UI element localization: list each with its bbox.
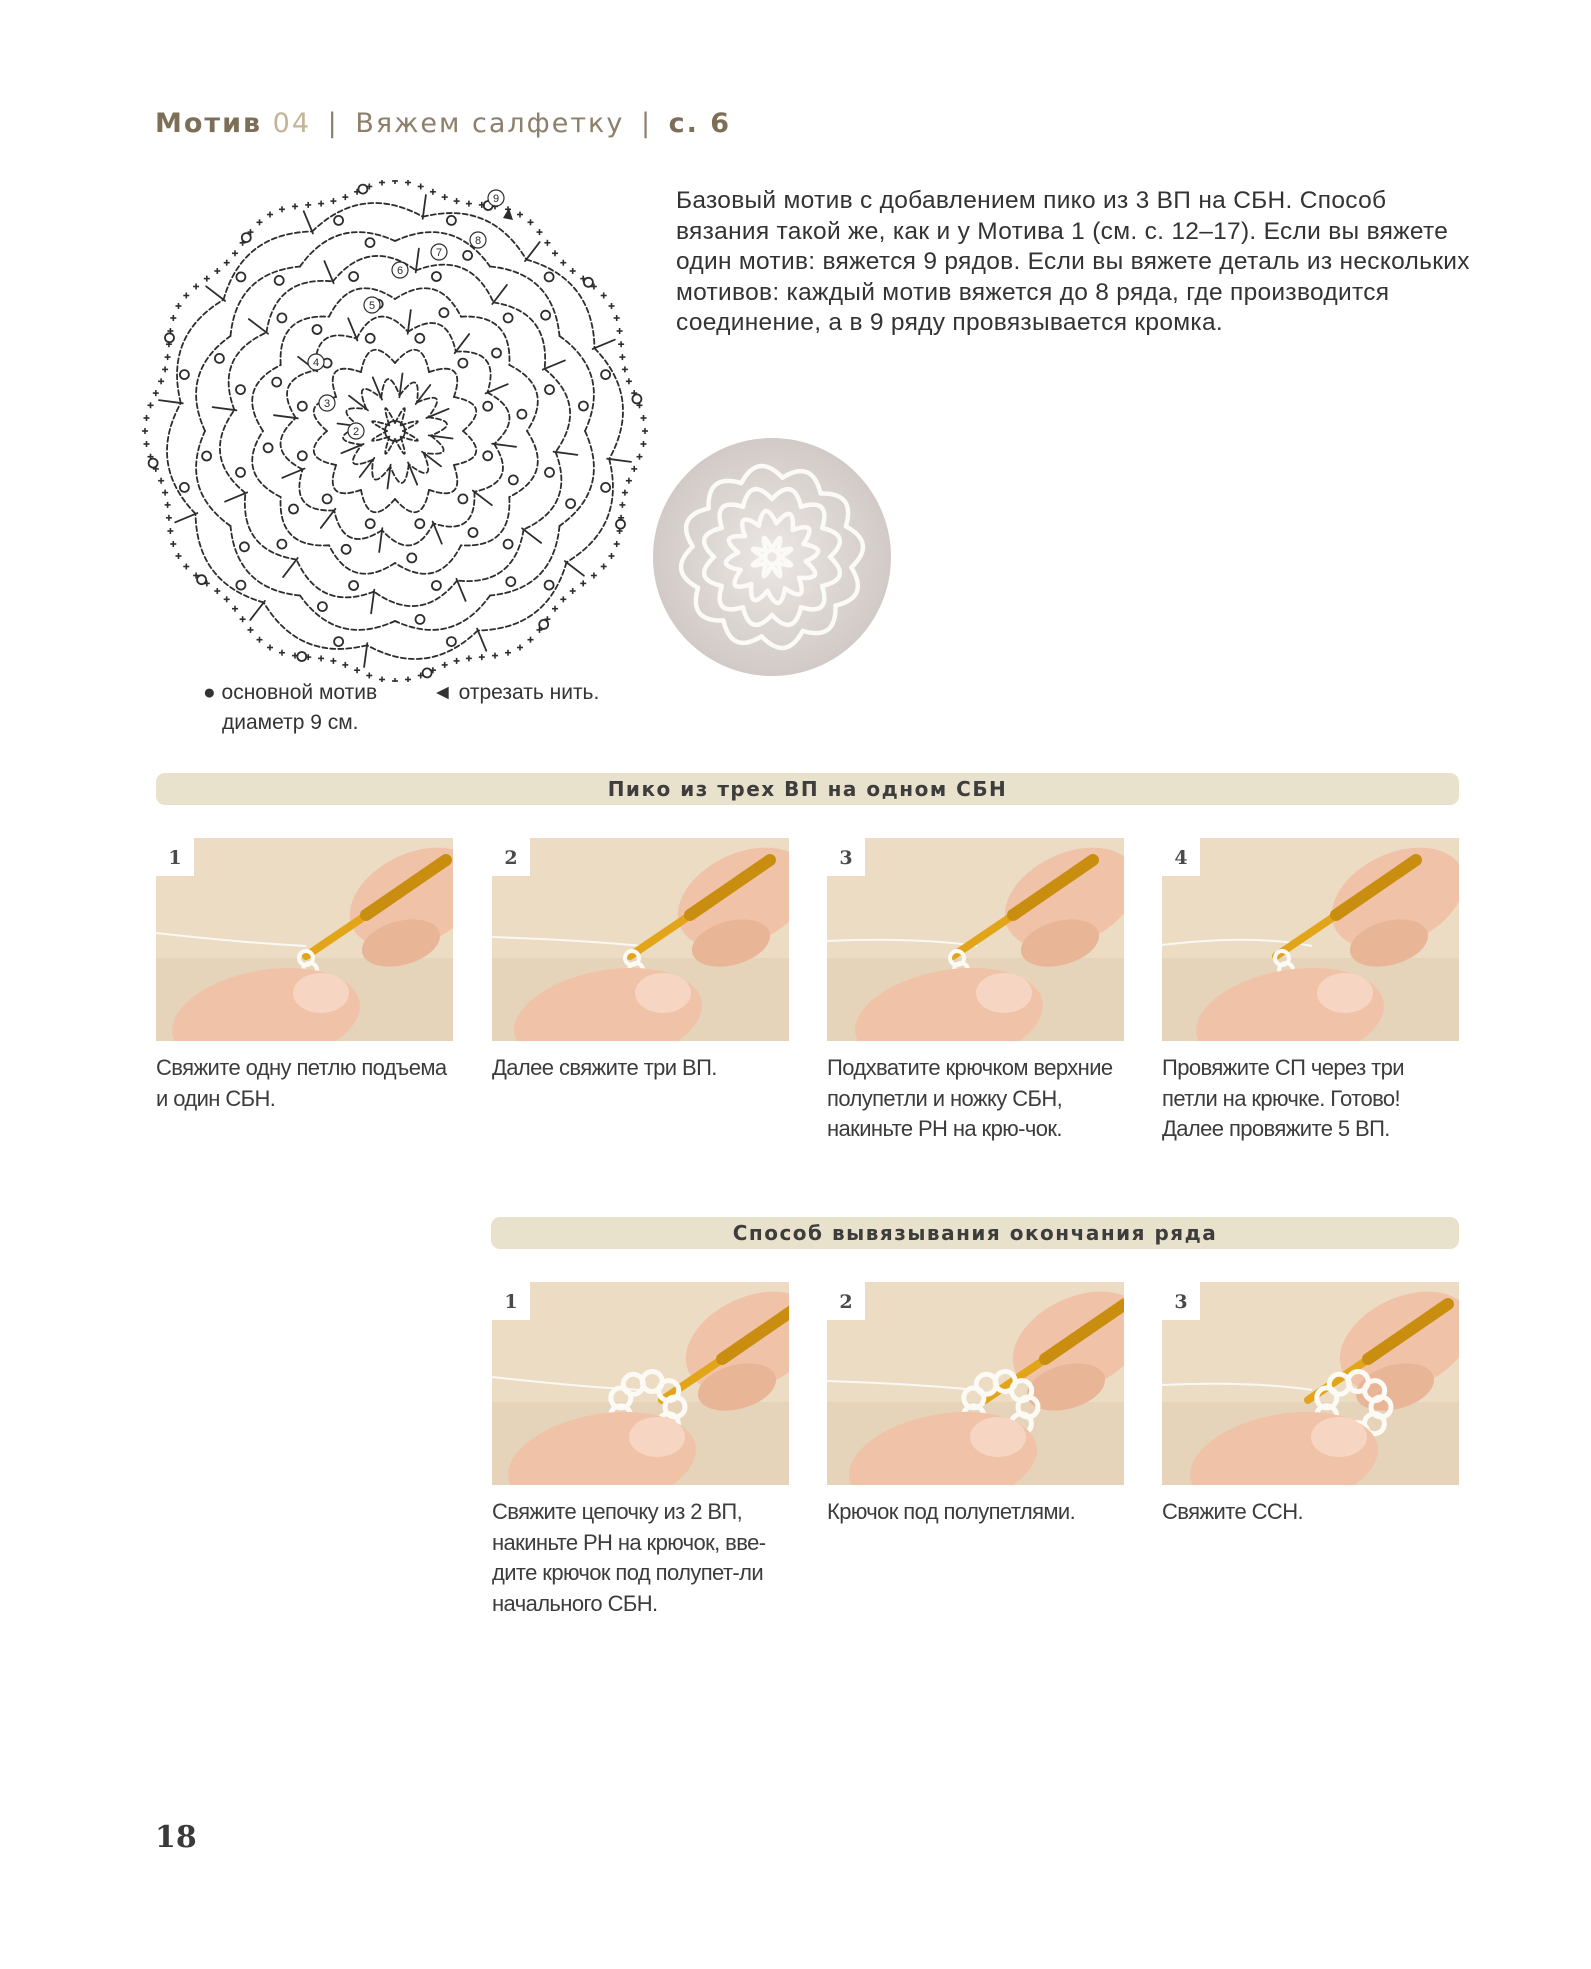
motif-photo xyxy=(652,437,892,677)
legend-basic-motif-label: основной мотив xyxy=(221,681,378,704)
step-caption-2-3: Свяжите ССН. xyxy=(1162,1499,1303,1524)
step-number: 2 xyxy=(492,838,530,876)
legend-cut-thread-label: отрезать нить. xyxy=(458,681,600,704)
legend-basic-motif xyxy=(203,681,377,705)
step-photo-2-3 xyxy=(1162,1282,1459,1485)
header-separator-2: | xyxy=(640,108,653,139)
step-photo-svg xyxy=(827,838,1124,1041)
row-number-label: 5 xyxy=(368,300,376,312)
header-separator-1: | xyxy=(327,108,339,139)
step-number: 1 xyxy=(492,1282,530,1320)
step-photo-1-2 xyxy=(492,838,789,1041)
legend-cut-thread xyxy=(432,681,599,705)
step-caption-2-2: Крючок под полупетлями. xyxy=(827,1499,1076,1524)
step-number: 2 xyxy=(827,1282,865,1320)
step-photo-svg xyxy=(492,1282,789,1485)
crochet-chart xyxy=(140,180,650,682)
step-photo-svg xyxy=(1162,838,1459,1041)
step-photo-2-2 xyxy=(827,1282,1124,1485)
arrow-left-icon: ◄ xyxy=(432,681,453,704)
legend-diameter: диаметр 9 см. xyxy=(222,711,359,734)
step-photo-svg xyxy=(492,838,789,1041)
step-caption-1-2: Далее свяжите три ВП. xyxy=(492,1055,717,1080)
step-photo-1-1 xyxy=(156,838,453,1041)
header-number: 04 xyxy=(272,108,312,139)
row-number-label: 6 xyxy=(396,265,404,277)
section-title-row-end: Способ вывязывания окончания ряда xyxy=(491,1217,1459,1249)
row-number-label: 2 xyxy=(352,426,360,438)
chart-stitches xyxy=(149,185,642,678)
step-photo-1-4 xyxy=(1162,838,1459,1041)
cut-thread-arrow-icon xyxy=(503,208,513,220)
step-caption-1-4: Провяжите СП через три петли на крючке. Готово! Далее провяжите 5 ВП. xyxy=(1162,1055,1404,1141)
step-number: 4 xyxy=(1162,838,1200,876)
step-photo-svg xyxy=(827,1282,1124,1485)
step-number: 3 xyxy=(1162,1282,1200,1320)
row-number-label: 7 xyxy=(435,247,443,259)
step-caption-1-1: Свяжите одну петлю подъема и один СБН. xyxy=(156,1055,447,1111)
row-number-label: 9 xyxy=(492,193,500,205)
row-number-label: 4 xyxy=(312,357,320,369)
bullet-icon: ● xyxy=(203,681,216,704)
step-caption-1-3: Подхватите крючком верхние полупетли и ножку СБН, накиньте РН на крю-чок. xyxy=(827,1055,1113,1141)
header-word: Мотив xyxy=(155,108,263,139)
step-photo-svg xyxy=(1162,1282,1459,1485)
section-title-picot: Пико из трех ВП на одном СБН xyxy=(156,773,1459,805)
crochet-chart-svg xyxy=(140,180,650,682)
step-number: 1 xyxy=(156,838,194,876)
intro-paragraph: Базовый мотив с добавлением пико из 3 ВП на СБН. Способ вязания такой же, как и у Мотива 1 (см. с. 12–17). Если вы вяжете один мотив: вяжется 9 рядов. Если вы вяжете деталь из нескольких мотивов: каждый мотив вяжется до 8 ряда, где производится соединение, а в 9 ряду провязывается кромка. xyxy=(676,187,1470,336)
header-page-ref: с. 6 xyxy=(668,108,732,139)
page-header xyxy=(155,108,731,139)
step-photo-svg xyxy=(156,838,453,1041)
header-title: Вяжем салфетку xyxy=(355,108,625,139)
step-number: 3 xyxy=(827,838,865,876)
row-number-label: 8 xyxy=(474,235,482,247)
step-caption-2-1: Свяжите цепочку из 2 ВП, накиньте РН на крючок, вве-дите крючок под полупет-ли начального СБН. xyxy=(492,1499,766,1616)
step-photo-2-1 xyxy=(492,1282,789,1485)
motif-photo-svg xyxy=(652,437,892,677)
step-photo-1-3 xyxy=(827,838,1124,1041)
page-number: 18 xyxy=(155,1820,197,1855)
row-number-label: 3 xyxy=(323,398,331,410)
